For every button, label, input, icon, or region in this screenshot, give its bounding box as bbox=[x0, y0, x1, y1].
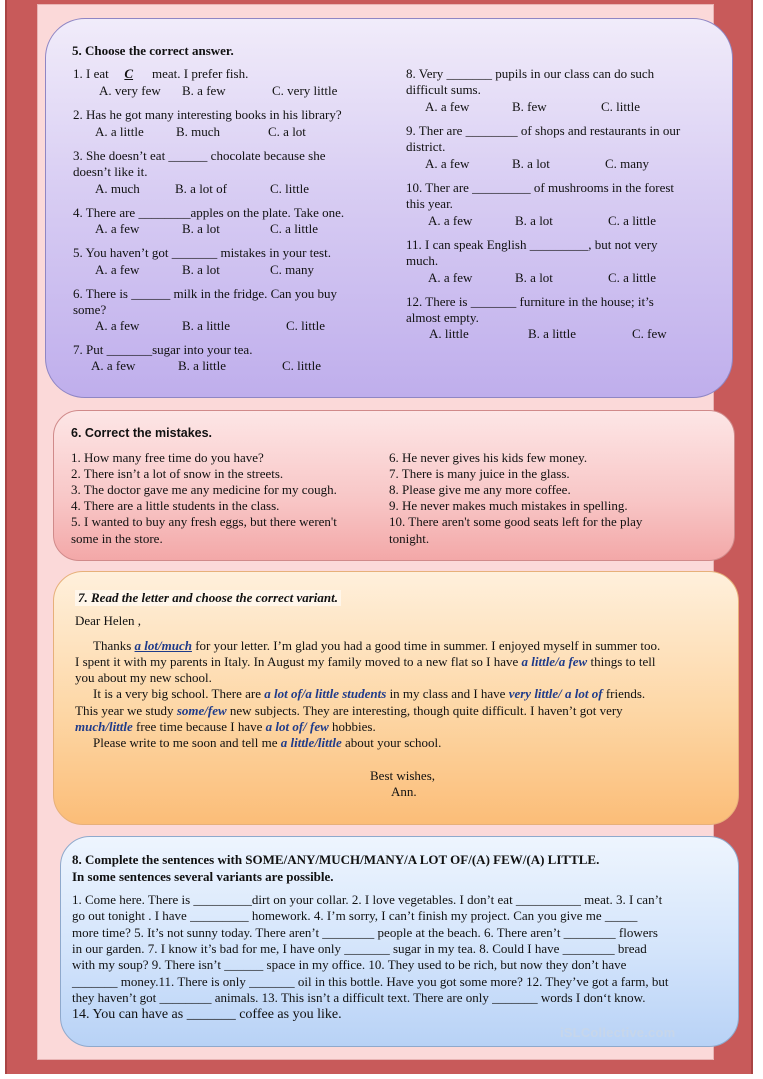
ex5-q6-cont: some? bbox=[73, 302, 107, 317]
ex5-q9-option-b: B. a lot bbox=[512, 156, 550, 171]
ex5-q12-cont: almost empty. bbox=[406, 310, 479, 325]
choice-a-little-a-few: a little/a few bbox=[521, 654, 588, 669]
ex5-q1-option-c: C. very little bbox=[272, 83, 338, 98]
exercise-5-title: 5. Choose the correct answer. bbox=[72, 43, 234, 58]
ex5-q3-option-c: C. little bbox=[270, 181, 309, 196]
ex6-item-7: 7. There is many juice in the glass. bbox=[389, 466, 570, 481]
ex6-item-2: 2. There isn’t a lot of snow in the streets. bbox=[71, 466, 284, 481]
ex8-line-7: they haven’t got ________ animals. 13. This isn’t a difficult text. There are only _______ words I don‘t know. bbox=[72, 990, 646, 1005]
ex5-q2-option-c: C. a lot bbox=[268, 124, 306, 139]
letter-line-3: you about my new school. bbox=[75, 670, 212, 685]
letter-line-7: Please write to me soon and tell me a little/little about your school. bbox=[93, 735, 442, 750]
exercise-8-subtitle: In some sentences several variants are possible. bbox=[72, 869, 334, 884]
ex8-line-1: 1. Come here. There is _________dirt on your collar. 2. I love vegetables. I don’t eat __________ meat. 3. I can’t bbox=[72, 892, 663, 907]
ex5-q3-option-a: A. much bbox=[95, 181, 140, 196]
ex8-line-2: go out tonight . I have _________ homework. 4. I’m sorry, I can’t finish my project. Can you give me _____ bbox=[72, 908, 638, 923]
ex5-q9-option-c: C. many bbox=[605, 156, 650, 171]
ex5-q10-cont: this year. bbox=[406, 196, 453, 211]
ex8-line-8: 14. You can have as _______ coffee as you like. bbox=[72, 1007, 342, 1022]
ex5-q4: 4. There are ________apples on the plate. Take one. bbox=[73, 205, 345, 220]
ex5-q4-option-c: C. a little bbox=[270, 221, 319, 236]
ex5-q11-option-b: B. a lot bbox=[515, 270, 553, 285]
ex6-item-3: 3. The doctor gave me any medicine for my cough. bbox=[71, 482, 337, 497]
ex5-q5-option-b: B. a lot bbox=[182, 262, 220, 277]
choice-much-little: much/little bbox=[75, 719, 133, 734]
ex5-q10-option-b: B. a lot bbox=[515, 213, 553, 228]
ex5-q12-option-b: B. a little bbox=[528, 326, 577, 341]
ex5-q1-option-b: B. a few bbox=[182, 83, 226, 98]
letter-signature: Ann. bbox=[391, 784, 417, 799]
ex6-item-4: 4. There are a little students in the class. bbox=[71, 498, 280, 513]
letter-line-1: Thanks a lot/much for your letter. I’m glad you had a good time in summer. I enjoyed myself in summer too. bbox=[93, 638, 661, 653]
ex6-item-9: 9. He never makes much mistakes in spelling. bbox=[389, 498, 628, 513]
ex6-item-8: 8. Please give me any more coffee. bbox=[389, 482, 571, 497]
ex5-q5-option-c: C. many bbox=[270, 262, 315, 277]
ex5-q7-option-c: C. little bbox=[282, 358, 321, 373]
ex5-q7-option-b: B. a little bbox=[178, 358, 227, 373]
ex6-item-1: 1. How many free time do you have? bbox=[71, 450, 264, 465]
ex6-item-5-cont: some in the store. bbox=[71, 531, 163, 546]
ex6-item-6: 6. He never gives his kids few money. bbox=[389, 450, 588, 465]
ex5-q3-option-b: B. a lot of bbox=[175, 181, 227, 196]
ex5-q5: 5. You haven’t got _______ mistakes in your test. bbox=[73, 245, 331, 260]
choice-a-little-little: a little/little bbox=[280, 735, 342, 750]
ex6-item-5: 5. I wanted to buy any fresh eggs, but there weren't bbox=[71, 514, 337, 529]
letter-closing: Best wishes, bbox=[370, 768, 435, 783]
ex5-q5-option-a: A. a few bbox=[95, 262, 140, 277]
exercise-6-title: 6. Correct the mistakes. bbox=[71, 426, 213, 440]
choice-a-lot-of-few: a lot of/ few bbox=[265, 719, 329, 734]
ex8-line-4: in our garden. 7. I know it’s bad for me, I have only _______ sugar in my tea. 8. Could I have ________ bread bbox=[72, 941, 647, 956]
ex5-q6-option-b: B. a little bbox=[182, 318, 231, 333]
letter-greeting: Dear Helen , bbox=[75, 613, 142, 628]
ex5-q10-option-a: A. a few bbox=[428, 213, 473, 228]
ex5-q6: 6. There is ______ milk in the fridge. Can you buy bbox=[73, 286, 338, 301]
letter-line-5: This year we study some/few new subjects. They are interesting, though quite difficult. I haven’t got very bbox=[75, 703, 623, 718]
ex5-q1: 1. I eat C meat. I prefer fish. bbox=[73, 66, 249, 81]
ex5-q8: 8. Very _______ pupils in our class can do such bbox=[406, 66, 655, 81]
ex5-q9-option-a: A. a few bbox=[425, 156, 470, 171]
ex5-q1-answer: C bbox=[124, 66, 134, 81]
letter-line-4: It is a very big school. There are a lot of/a little students in my class and I have very little/ a lot of friends. bbox=[93, 686, 646, 701]
ex5-q4-option-b: B. a lot bbox=[182, 221, 220, 236]
ex5-q11-option-c: C. a little bbox=[608, 270, 657, 285]
ex8-line-6: _______ money.11. There is only _______ oil in this bottle. Have you got some more? 12. They’ve got a farm, but bbox=[72, 974, 669, 989]
ex5-q2: 2. Has he got many interesting books in his library? bbox=[73, 107, 342, 122]
exercise-7-title: 7. Read the letter and choose the correct variant. bbox=[75, 590, 341, 606]
ex5-q1-option-a: A. very few bbox=[99, 83, 161, 98]
ex8-line-3: more time? 5. It’s not sunny today. There aren’t ________ people at the beach. 6. There aren’t ________ flowers bbox=[72, 925, 658, 940]
choice-a-lot-of-a-little: a lot of/a little students bbox=[264, 686, 387, 701]
watermark: iSLCollective.com bbox=[560, 1025, 676, 1040]
ex5-q6-option-a: A. a few bbox=[95, 318, 140, 333]
ex5-q12-option-a: A. little bbox=[429, 326, 469, 341]
ex5-q9-cont: district. bbox=[406, 139, 446, 154]
letter-line-6: much/little free time because I have a lot of/ few hobbies. bbox=[75, 719, 376, 734]
ex5-q3: 3. She doesn’t eat ______ chocolate because she bbox=[73, 148, 326, 163]
ex5-q11: 11. I can speak English _________, but not very bbox=[406, 237, 658, 252]
ex5-q10: 10. Ther are _________ of mushrooms in the forest bbox=[406, 180, 675, 195]
ex5-q2-option-b: B. much bbox=[176, 124, 221, 139]
choice-a-lot-much: a lot/much bbox=[134, 638, 192, 653]
ex5-q10-option-c: C. a little bbox=[608, 213, 657, 228]
ex5-q12-option-c: C. few bbox=[632, 326, 667, 341]
ex5-q8-option-b: B. few bbox=[512, 99, 547, 114]
choice-some-few: some/few bbox=[176, 703, 227, 718]
ex5-q9: 9. Ther are ________ of shops and restaurants in our bbox=[406, 123, 681, 138]
ex6-item-10-cont: tonight. bbox=[389, 531, 430, 546]
ex5-q11-cont: much. bbox=[406, 253, 439, 268]
exercise-8-title: 8. Complete the sentences with SOME/ANY/MUCH/MANY/A LOT OF/(A) FEW/(A) LITTLE. bbox=[72, 852, 600, 867]
ex5-q8-option-c: C. little bbox=[601, 99, 640, 114]
ex5-q3-cont: doesn’t like it. bbox=[73, 164, 148, 179]
ex5-q12: 12. There is _______ furniture in the house; it’s bbox=[406, 294, 654, 309]
ex6-item-10: 10. There aren't some good seats left for the play bbox=[389, 514, 643, 529]
ex5-q6-option-c: C. little bbox=[286, 318, 325, 333]
ex5-q4-option-a: A. a few bbox=[95, 221, 140, 236]
ex5-q7-option-a: A. a few bbox=[91, 358, 136, 373]
ex5-q8-cont: difficult sums. bbox=[406, 82, 481, 97]
letter-line-2: I spent it with my parents in Italy. In August my family moved to a new flat so I have a little/a few things to tell bbox=[75, 654, 656, 669]
ex5-q8-option-a: A. a few bbox=[425, 99, 470, 114]
ex5-q7: 7. Put _______sugar into your tea. bbox=[73, 342, 253, 357]
ex5-q11-option-a: A. a few bbox=[428, 270, 473, 285]
ex5-q2-option-a: A. a little bbox=[95, 124, 144, 139]
ex8-line-5: with my soup? 9. There isn’t ______ space in my office. 10. They used to be rich, but now they don’t have bbox=[72, 957, 627, 972]
choice-very-little-a-lot-of: very little/ a lot of bbox=[508, 686, 603, 701]
